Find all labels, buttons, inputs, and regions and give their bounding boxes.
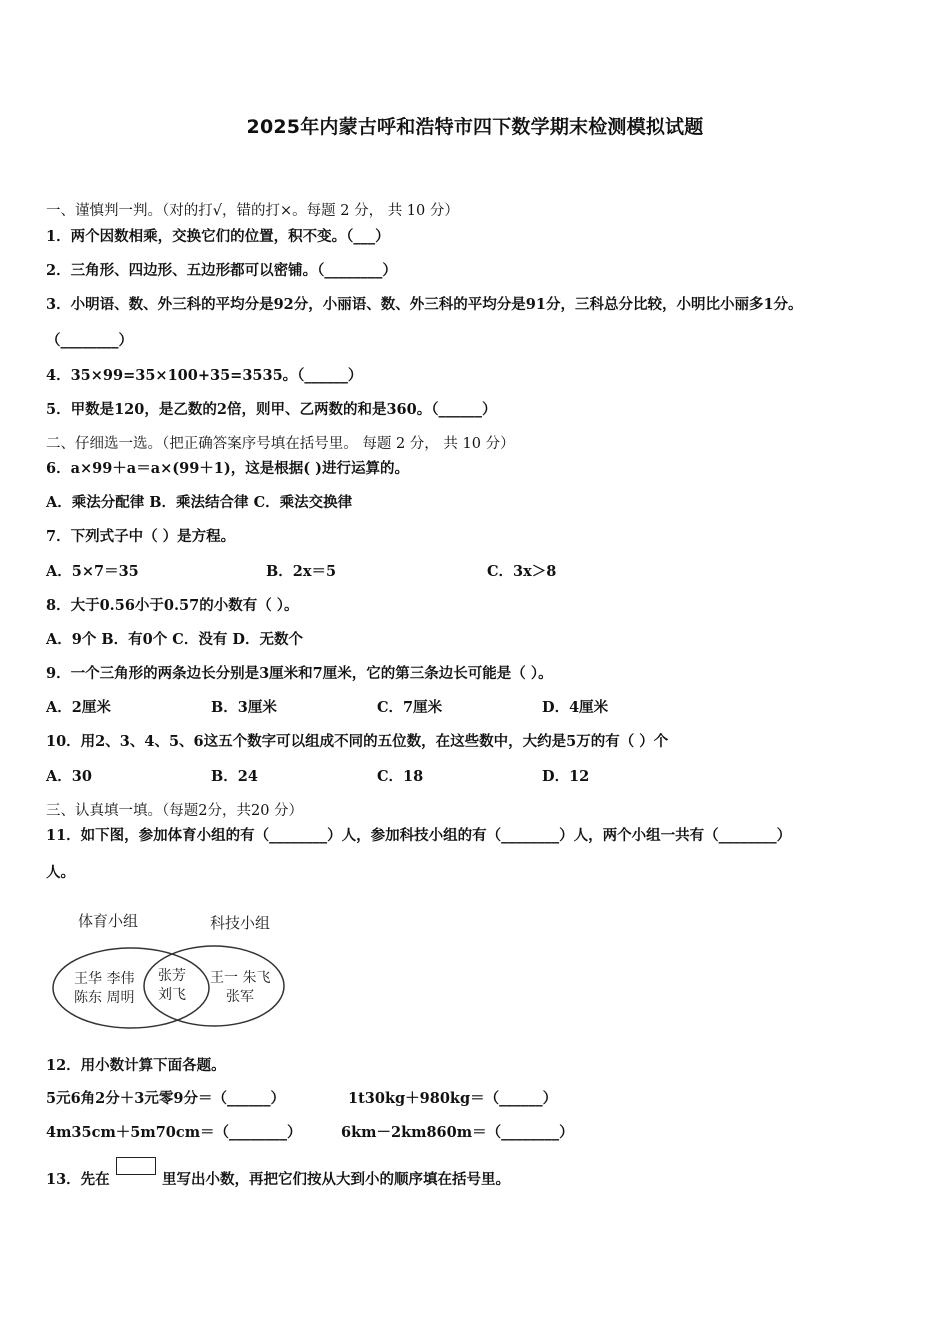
- question-12-c: 4m35cm＋5m70cm＝（________）: [46, 1124, 302, 1141]
- question-11-end: 人。: [46, 864, 75, 881]
- venn-middle-row1: 张芳: [158, 968, 186, 984]
- venn-right-row2: 张军: [226, 989, 254, 1005]
- venn-right-label: 科技小组: [210, 914, 271, 932]
- question-9-option-b: B．3厘米: [211, 699, 277, 716]
- question-8-options: A．9个 B．有0个 C．没有 D．无数个: [46, 631, 303, 648]
- question-2: 2．三角形、四边形、五边形都可以密铺。（________）: [46, 262, 397, 279]
- question-4: 4．35×99=35×100+35=3535。（______）: [46, 367, 363, 384]
- question-10-option-a: A．30: [46, 768, 92, 785]
- question-5: 5．甲数是120，是乙数的2倍，则甲、乙两数的和是360。（______）: [46, 401, 497, 418]
- venn-left-row1: 王华 李伟: [74, 971, 135, 987]
- question-3: 3．小明语、数、外三科的平均分是92分，小丽语、数、外三科的平均分是91分，三科总分比较，小明比小丽多1分。: [46, 296, 803, 313]
- question-13-suffix: 里写出小数，再把它们按从大到小的顺序填在括号里。: [162, 1171, 510, 1188]
- section2-heading: 二、仔细选一选。（把正确答案序号填在括号里。 每题 2 分， 共 10 分）: [46, 436, 515, 452]
- question-9-option-d: D．4厘米: [542, 699, 609, 716]
- question-10-option-c: C．18: [377, 768, 424, 785]
- question-10: 10．用2、3、4、5、6这五个数字可以组成不同的五位数，在这些数中，大约是5万的有（ ）个: [46, 733, 669, 750]
- question-12-d: 6km－2km860m＝（________）: [341, 1124, 574, 1141]
- question-9-option-a: A．2厘米: [46, 699, 111, 716]
- venn-left-row2: 陈东 周明: [74, 990, 135, 1006]
- page-title: 2025年内蒙古呼和浩特市四下数学期末检测模拟试题: [246, 116, 704, 138]
- question-9: 9．一个三角形的两条边长分别是3厘米和7厘米，它的第三条边长可能是（ ）。: [46, 665, 553, 682]
- question-7-option-c: C．3x＞8: [487, 563, 557, 580]
- question-12-b: 1t30kg＋980kg＝（______）: [348, 1090, 558, 1107]
- question-12-a: 5元6角2分＋3元零9分＝（______）: [46, 1090, 285, 1107]
- question-7: 7．下列式子中（ ）是方程。: [46, 528, 236, 545]
- venn-left-label: 体育小组: [78, 912, 139, 930]
- section1-heading: 一、谨慎判一判。（对的打√，错的打×。每题 2 分， 共 10 分）: [46, 203, 459, 219]
- venn-right-circle: [144, 946, 284, 1026]
- question-13-prefix: 13．先在: [46, 1171, 110, 1188]
- venn-diagram: [48, 900, 292, 1034]
- question-10-option-d: D．12: [542, 768, 590, 785]
- question-1: 1．两个因数相乘，交换它们的位置，积不变。（___）: [46, 228, 390, 245]
- question-8: 8．大于0.56小于0.57的小数有（ ）。: [46, 597, 299, 614]
- question-12: 12．用小数计算下面各题。: [46, 1057, 226, 1074]
- question-10-option-b: B．24: [211, 768, 258, 785]
- question-6: 6．a×99＋a＝a×(99＋1)，这是根据( )进行运算的。: [46, 460, 410, 477]
- venn-right-row1: 王一 朱飞: [210, 970, 271, 986]
- question-7-option-a: A．5×7＝35: [46, 563, 139, 580]
- question-9-option-c: C．7厘米: [377, 699, 443, 716]
- question-6-options: A．乘法分配律 B．乘法结合律 C．乘法交换律: [46, 494, 353, 511]
- venn-middle-row2: 刘飞: [158, 987, 186, 1003]
- section3-heading: 三、认真填一填。（每题2分，共20 分）: [46, 803, 304, 819]
- answer-box: [116, 1157, 156, 1175]
- question-11: 11．如下图，参加体育小组的有（________）人，参加科技小组的有（________）人，两个小组一共有（________）: [46, 827, 792, 844]
- question-7-option-b: B．2x＝5: [266, 563, 337, 580]
- question-3-blank: （________）: [46, 332, 133, 349]
